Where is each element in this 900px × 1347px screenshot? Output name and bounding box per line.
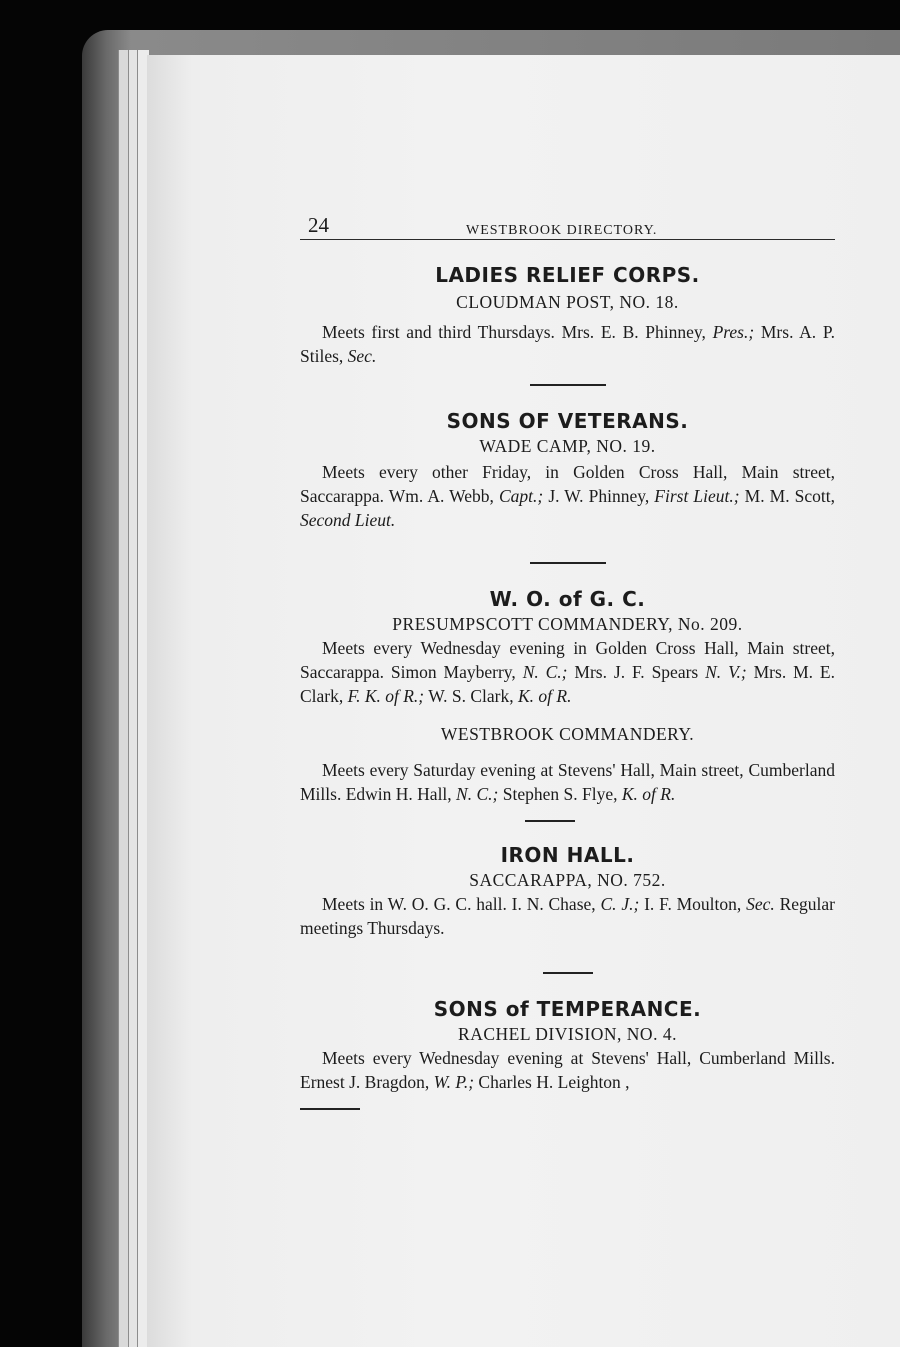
section-ladies-relief-corps [300,262,835,368]
italic-title-run: K. of R. [621,784,676,804]
italic-title-run: N. C.; [522,662,568,682]
text-run: Meets every Wednesday evening at Stevens' Hall, Cumberland Mills. Ernest J. Bragdon, [300,1048,835,1092]
section-subheading: CLOUDMAN POST, NO. 18. [456,292,679,312]
section-subheading: WADE CAMP, NO. 19. [479,436,656,456]
section-heading: W. O. of G. C. [489,587,646,611]
section-body [300,758,835,806]
text-run: Mrs. M. E. Clark, [300,662,835,706]
section-heading: IRON HALL. [500,843,635,867]
continuation-rule [300,1108,360,1110]
section-divider [530,562,606,564]
section-subheading: SACCARAPPA, NO. 752. [469,870,666,890]
italic-title-run: Capt.; [499,486,544,506]
section-wo-of-gc [300,586,835,708]
section-heading: SONS OF VETERANS. [446,409,689,433]
text-run: W. S. Clark, [424,686,518,706]
text-run: Regular meetings Thursdays. [300,894,835,938]
italic-title-run: Sec. [347,346,377,366]
section-sons-of-temperance [300,996,835,1094]
section-subheading: WESTBROOK COMMANDERY. [440,724,695,744]
section-westbrook-commandery [300,722,835,806]
section-body [300,1046,835,1094]
text-run: Charles H. Leighton , [474,1072,630,1092]
text-run: Mrs. J. F. Spears [567,662,706,682]
italic-title-run: N. C.; [456,784,499,804]
section-subheading: PRESUMPSCOTT COMMANDERY, No. 209. [392,614,743,634]
running-head [300,213,835,240]
section-subheading: RACHEL DIVISION, NO. 4. [458,1024,677,1044]
section-iron-hall [300,842,835,940]
section-heading: SONS of TEMPERANCE. [433,997,702,1021]
italic-title-run: Sec. [746,894,775,914]
text-run: J. W. Phinney, [543,486,655,506]
section-sons-of-veterans [300,408,835,532]
text-run: Meets in W. O. G. C. hall. I. N. Chase, [322,894,601,914]
section-divider [543,972,593,974]
section-body [300,460,835,532]
section-heading: LADIES RELIEF CORPS. [435,263,700,287]
section-body [300,636,835,708]
text-run: M. M. Scott, [739,486,835,506]
text-run: Stephen S. Flye, [498,784,622,804]
italic-title-run: K. of R. [517,686,572,706]
section-body [300,892,835,940]
text-run: I. F. Moulton, [639,894,747,914]
italic-title-run: W. P.; [433,1072,475,1092]
page-content [300,213,835,1110]
text-run: Meets every Saturday evening at Stevens' Hall, Main street, Cumberland Mills. Edwin H. Hall, [300,760,835,804]
section-divider [530,384,606,386]
italic-title-run: N. V.; [705,662,747,682]
running-title: WESTBROOK DIRECTORY. [466,223,658,238]
italic-title-run: First Lieut.; [654,486,740,506]
section-body [300,320,835,368]
italic-title-run: F. K. of R.; [347,686,425,706]
section-divider [525,820,575,822]
italic-title-run: Pres.; [712,322,755,342]
text-run: Meets every Wednesday evening in Golden Cross Hall, Main street, Saccarappa. Simon Mayberry, [300,638,835,682]
page-number: 24 [308,213,329,237]
italic-title-run: C. J.; [600,894,640,914]
text-run: Meets first and third Thursdays. Mrs. E. B. Phinney, [322,322,713,342]
text-run: Mrs. A. P. Stiles, [300,322,835,366]
text-run: Meets every other Friday, in Golden Cross Hall, Main street, Saccarappa. Wm. A. Webb, [300,462,835,506]
italic-title-run: Second Lieut. [300,510,396,530]
